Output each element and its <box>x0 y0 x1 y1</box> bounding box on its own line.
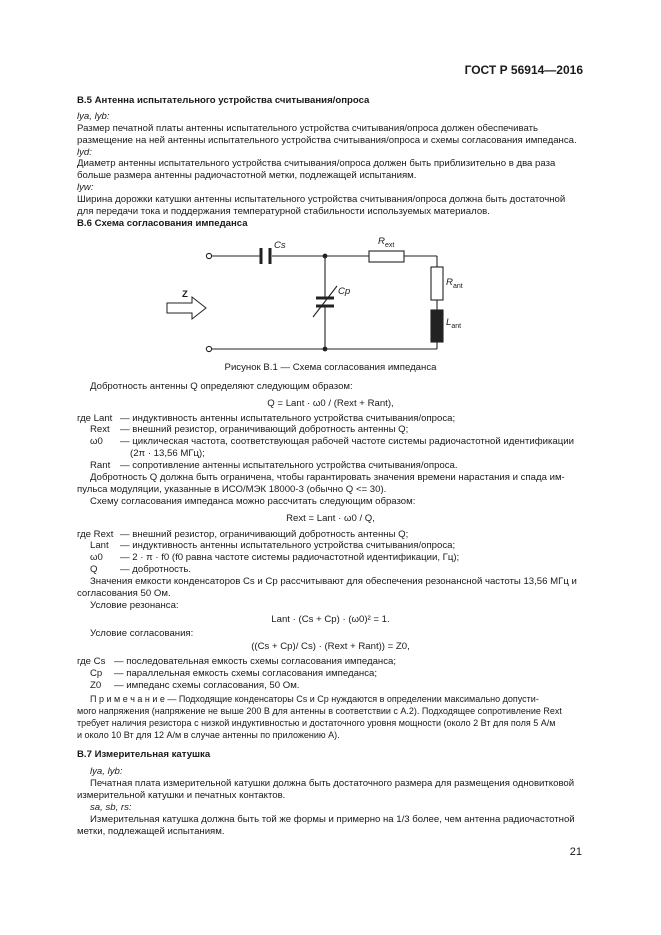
rant-label: $R_{ant}$ <box>446 277 463 290</box>
scheme-intro: Схему согласования импеданса можно рассчитать следующим образом: <box>90 496 416 507</box>
where3-sym-1: Cp <box>90 668 103 679</box>
q-intro: Добротность антенны Q определяют следующим образом: <box>90 381 353 392</box>
b5-p3-line1: Ширина дорожки катушки антенны испытательного устройства считывания/опроса должна быть достаточной <box>77 194 566 205</box>
z-label: Z <box>182 289 188 300</box>
where2-def-0: — внешний резистор, ограничивающий добротность антенны Q; <box>120 529 409 540</box>
b7-p1-line2: измерительной катушки и печатных контактов. <box>77 790 286 801</box>
formula-resonance: Lant · (Cs + Cp) · (ω0)² = 1. <box>271 614 390 625</box>
capacitor-line2: согласования 50 Ом. <box>77 588 171 599</box>
b7-p2-line1: Измерительная катушка должна быть той же формы и примерно на 1/3 более, чем антенна радиочастотной <box>90 814 575 825</box>
q-limit-line2: пульса модуляции, указанные в ИСО/МЭК 18000-3 (обычно Q <= 30). <box>77 484 387 495</box>
section-b5-title: В.5 Антенна испытательного устройства считывания/опроса <box>77 95 370 106</box>
where2-sym-1: Lant <box>90 540 109 551</box>
where3-sym-0: где Cs <box>77 656 106 667</box>
where2-sym-2: ω0 <box>90 552 103 563</box>
cp-label: Cp <box>338 286 351 297</box>
where2-def-3: — добротность. <box>120 564 192 575</box>
where1-sym-2: ω0 <box>90 436 103 447</box>
b5-p2-label: lyd: <box>77 147 92 158</box>
where3-def-1: — параллельная емкость схемы согласования импеданса; <box>114 668 378 679</box>
where3-def-2: — импеданс схемы согласования, 50 Ом. <box>114 680 300 691</box>
b5-p2-line1: Диаметр антенны испытательного устройства считывания/опроса должен быть приблизительно в два раза <box>77 158 556 169</box>
rext-resistor <box>369 251 404 262</box>
junction-bottom <box>323 347 328 352</box>
b7-p1-label: lya, lyb: <box>90 766 123 777</box>
where1-def-4: — сопротивление антенны испытательного устройства считывания/опроса. <box>120 460 458 471</box>
where1-sym-1: Rext <box>90 424 110 435</box>
section-b7-title: В.7 Измерительная катушка <box>77 749 211 760</box>
document-header: ГОСТ Р 56914—2016 <box>464 63 583 77</box>
where2-def-2: — 2 · π · f0 (f0 равна частоте системы радиочастотной идентификации, Гц); <box>120 552 460 563</box>
b7-p2-label: sa, sb, rs: <box>90 802 132 813</box>
capacitor-line1: Значения емкости конденсаторов Cs и Cp рассчитывают для обеспечения резонансной частоты 13,56 МГц и <box>90 576 577 587</box>
resonance-label: Условие резонанса: <box>90 600 179 611</box>
b7-p1-line1: Печатная плата измерительной катушки должна быть достаточного размера для размещения одновитковой <box>90 778 575 789</box>
terminal-top-left <box>206 253 211 258</box>
section-b6-title: В.6 Схема согласования импеданса <box>77 218 248 229</box>
q-limit-line1: Добротность Q должна быть ограничена, чтобы гарантировать значения времени нарастания и спада им- <box>90 472 565 483</box>
note-line2: мого напряжения (напряжение не выше 200 В для антенны в соответствии с А.2). Подходящее сопротивление Rext <box>77 706 562 716</box>
b5-p2-line2: больше размера антенны радиочастотной метки, подлежащей испытаниям. <box>77 170 417 181</box>
where1-def-1: — внешний резистор, ограничивающий добротность антенны Q; <box>120 424 409 435</box>
note-line4: и около 10 Вт для 12 А/м в случае антенны по приложению А). <box>77 730 340 740</box>
note-line3: требует наличия резистора с низкой индуктивностью и достаточного уровня мощности (около 2 Вт для поля 5 А/м <box>77 718 556 728</box>
rant-resistor <box>431 267 443 300</box>
where3-def-0: — последовательная емкость схемы согласования импеданса; <box>114 656 397 667</box>
where1-sym-0: где Lant <box>77 413 113 424</box>
where2-def-1: — индуктивность антенны испытательного устройства считывания/опроса; <box>120 540 456 551</box>
lant-inductor <box>431 310 443 342</box>
formula-matching: ((Cs + Cp)/ Cs) · (Rext + Rant)) = Z0, <box>251 641 410 652</box>
where1-def-2: — циклическая частота, соответствующая рабочей частоте системы радиочастотной идентификации <box>120 436 574 447</box>
b7-p2-line2: метки, подлежащей испытаниям. <box>77 826 225 837</box>
b5-p1-line1: Размер печатной платы антенны испытательного устройства считывания/опроса должен обеспечивать <box>77 123 539 134</box>
junction-top <box>323 254 328 259</box>
figure-caption: Рисунок В.1 — Схема согласования импеданса <box>224 362 437 373</box>
matching-label: Условие согласования: <box>90 628 194 639</box>
b5-p3-line2: для передачи тока и поддержания температурной стабильности используемых материалов. <box>77 206 490 217</box>
z-arrow-icon <box>167 297 206 319</box>
formula-q: Q = Lant · ω0 / (Rext + Rant), <box>267 398 394 409</box>
where1-def-0: — индуктивность антенны испытательного устройства считывания/опроса; <box>120 413 456 424</box>
where1-def-3: (2π · 13,56 МГц); <box>130 448 205 459</box>
impedance-matching-circuit <box>0 0 661 370</box>
where3-sym-2: Z0 <box>90 680 102 691</box>
b5-p1-line2: размещение на ней антенны испытательного устройства считывания/опроса и схемы согласования импеданса. <box>77 135 577 146</box>
b5-p1-label: lya, lyb: <box>77 111 110 122</box>
terminal-bottom-left <box>206 346 211 351</box>
formula-rext: Rext = Lant · ω0 / Q, <box>286 513 375 524</box>
rext-label: $R_{ext}$ <box>378 236 395 249</box>
where2-sym-0: где Rext <box>77 529 114 540</box>
page-number: 21 <box>569 846 582 858</box>
lant-label: $L_{ant}$ <box>446 317 462 330</box>
cs-label: Cs <box>274 240 286 251</box>
where1-sym-4: Rant <box>90 460 111 471</box>
note-line1: П р и м е ч а н и е — Подходящие конденсаторы Cs и Cp нуждаются в определении максимально допусти- <box>90 694 539 704</box>
b5-p3-label: lyw: <box>77 182 94 193</box>
where2-sym-3: Q <box>90 564 98 575</box>
